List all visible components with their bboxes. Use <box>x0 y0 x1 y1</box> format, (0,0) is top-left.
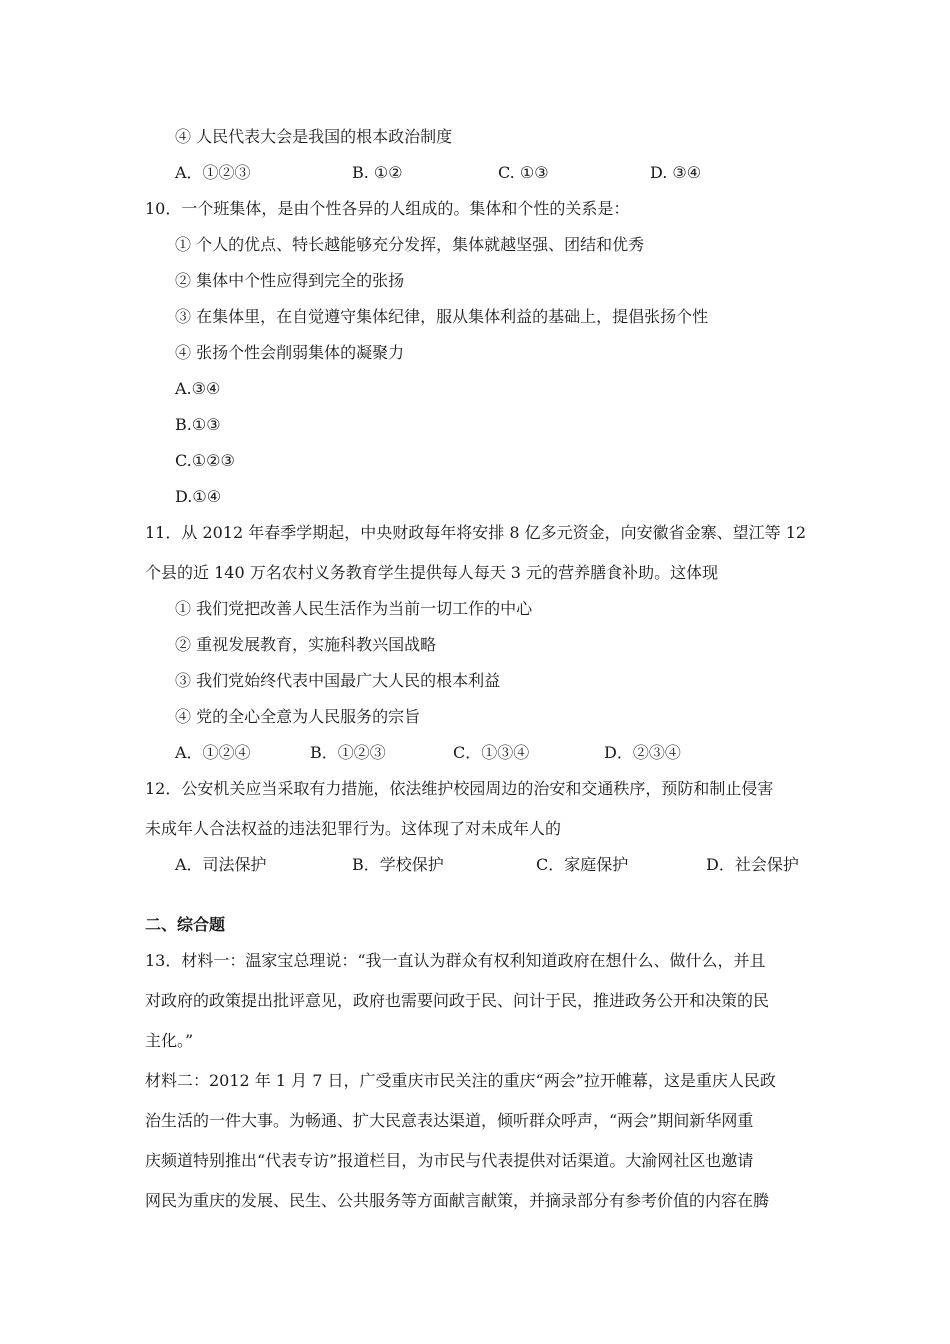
q11-option-d: D．②③④ <box>604 743 681 762</box>
q11-option-b: B．①②③ <box>310 743 386 762</box>
q13-line1: 13．材料一：温家宝总理说：“我一直认为群众有权利知道政府在想什么、做什么，并且 <box>145 951 766 970</box>
q10-option-d: D.①④ <box>175 487 222 506</box>
q10-item-4: ④ 张扬个性会削弱集体的凝聚力 <box>175 343 405 362</box>
q11-option-a: A．①②④ <box>175 743 251 762</box>
q11-item-4: ④ 党的全心全意为人民服务的宗旨 <box>175 707 421 726</box>
q9-option-b: B. ①② <box>352 163 403 182</box>
q12-option-d: D．社会保护 <box>706 855 799 874</box>
q10-stem: 10．一个班集体，是由个性各异的人组成的。集体和个性的关系是： <box>145 199 630 218</box>
q11-item-2: ② 重视发展教育，实施科教兴国战略 <box>175 635 437 654</box>
q10-item-1: ① 个人的优点、特长越能够充分发挥，集体就越坚强、团结和优秀 <box>175 235 645 254</box>
q9-option-c: C. ①③ <box>498 163 549 182</box>
q13-line5: 治生活的一件大事。为畅通、扩大民意表达渠道，倾听群众呼声，“两会”期间新华网重 <box>145 1111 754 1130</box>
q12-stem-line1: 12．公安机关应当采取有力措施，依法维护校园周边的治安和交通秩序，预防和制止侵害 <box>145 779 774 798</box>
q12-option-b: B．学校保护 <box>352 855 444 874</box>
q10-item-2: ② 集体中个性应得到完全的张扬 <box>175 271 405 290</box>
q10-item-3: ③ 在集体里，在自觉遵守集体纪律，服从集体利益的基础上，提倡张扬个性 <box>175 307 709 326</box>
q10-option-c: C.①②③ <box>175 451 235 470</box>
q11-stem-line1: 11．从 2012 年春季学期起，中央财政每年将安排 8 亿多元资金，向安徽省金寨、望江等 12 <box>145 523 807 542</box>
q11-stem-line2: 个县的近 140 万名农村义务教育学生提供每人每天 3 元的营养膳食补助。这体现 <box>145 563 719 582</box>
q13-line2: 对政府的政策提出批评意见，政府也需要问政于民、问计于民，推进政务公开和决策的民 <box>145 991 770 1010</box>
q13-line3: 主化。” <box>145 1031 194 1050</box>
q13-line6: 庆频道特别推出“代表专访”报道栏目，为市民与代表提供对话渠道。大渝网社区也邀请 <box>145 1151 754 1170</box>
q10-option-a: A.③④ <box>175 379 221 398</box>
q9-item-4: ④ 人民代表大会是我国的根本政治制度 <box>175 127 453 146</box>
q12-option-a: A．司法保护 <box>175 855 267 874</box>
q11-item-3: ③ 我们党始终代表中国最广大人民的根本利益 <box>175 671 501 690</box>
q13-line4: 材料二：2012 年 1 月 7 日，广受重庆市民关注的重庆“两会”拉开帷幕，这是重庆人民政 <box>145 1071 776 1090</box>
section-heading: 二、综合题 <box>145 915 226 934</box>
q11-option-c: C．①③④ <box>453 743 530 762</box>
q12-option-c: C．家庭保护 <box>536 855 629 874</box>
q10-option-b: B.①③ <box>175 415 221 434</box>
q12-stem-line2: 未成年人合法权益的违法犯罪行为。这体现了对未成年人的 <box>145 819 562 838</box>
q13-line7: 网民为重庆的发展、民生、公共服务等方面献言献策，并摘录部分有参考价值的内容在腾 <box>145 1191 770 1210</box>
q11-item-1: ① 我们党把改善人民生活作为当前一切工作的中心 <box>175 599 533 618</box>
q9-option-d: D. ③④ <box>650 163 702 182</box>
q9-option-a: A．①②③ <box>175 163 251 182</box>
